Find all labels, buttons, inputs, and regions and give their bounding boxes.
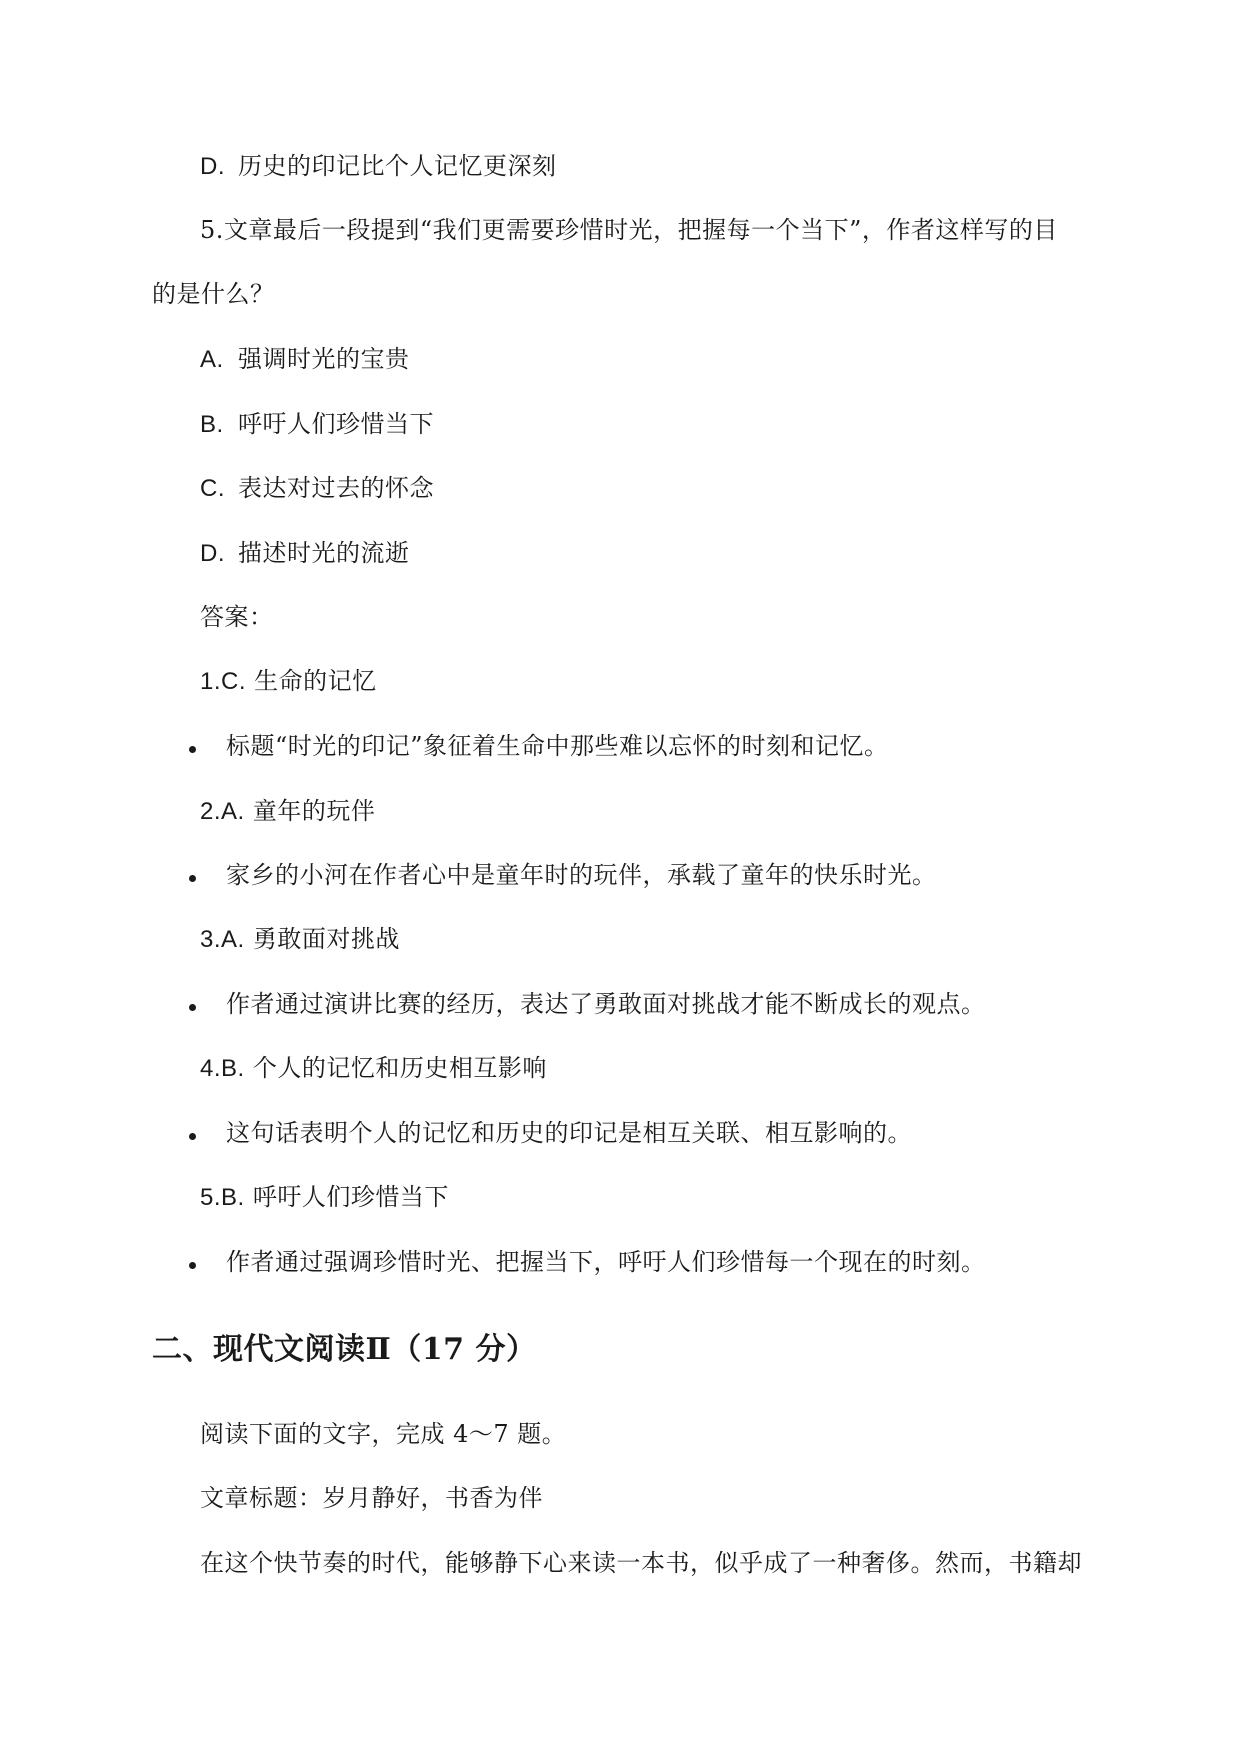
section-heading: 二、现代文阅读Ⅱ（17 分） — [152, 1332, 537, 1367]
answer-5 — [200, 1181, 449, 1214]
option-letter: A. — [200, 346, 224, 373]
answer-text: 勇敢面对挑战 — [252, 925, 400, 953]
answer-4-explanation: 这句话表明个人的记忆和历史的印记是相互关联、相互影响的。 — [226, 1119, 912, 1147]
option-d — [200, 150, 557, 183]
answer-1 — [200, 665, 377, 698]
answer-key: 3.A. — [200, 926, 245, 953]
option-text: 描述时光的流逝 — [238, 539, 410, 567]
answer-5-explanation: 作者通过强调珍惜时光、把握当下，呼吁人们珍惜每一个现在的时刻。 — [226, 1248, 986, 1276]
answer-text: 童年的玩伴 — [252, 797, 376, 825]
answer-key: 4.B. — [200, 1055, 245, 1082]
option-c — [200, 472, 434, 505]
option-text: 强调时光的宝贵 — [238, 345, 410, 373]
answer-3 — [200, 923, 400, 956]
answer-2-explanation: 家乡的小河在作者心中是童年时的玩伴，承载了童年的快乐时光。 — [226, 861, 937, 889]
answer-key: 5.B. — [200, 1184, 245, 1211]
article-title: 文章标题：岁月静好，书香为伴 — [200, 1484, 543, 1512]
option-letter: C. — [200, 475, 225, 502]
option-a — [200, 343, 410, 376]
bullet-icon — [189, 1004, 196, 1011]
bullet-icon — [189, 1262, 196, 1269]
answers-label: 答案： — [200, 603, 274, 631]
option-text: 历史的印记比个人记忆更深刻 — [238, 152, 557, 180]
option-text: 呼吁人们珍惜当下 — [238, 410, 434, 438]
answer-2 — [200, 795, 375, 828]
article-paragraph: 在这个快节奏的时代，能够静下心来读一本书，似乎成了一种奢侈。然而，书籍却 — [200, 1549, 1082, 1577]
answer-key: 1.C. — [200, 668, 247, 695]
option-letter: B. — [200, 411, 224, 438]
bullet-icon — [189, 746, 196, 753]
option-letter: D. — [200, 540, 225, 567]
answer-text: 呼吁人们珍惜当下 — [252, 1183, 449, 1211]
bullet-icon — [189, 1133, 196, 1140]
answer-text: 个人的记忆和历史相互影响 — [252, 1054, 547, 1082]
answer-1-explanation: 标题“时光的印记”象征着生命中那些难以忘怀的时刻和记忆。 — [226, 732, 889, 760]
question-5-line-1: 5.文章最后一段提到“我们更需要珍惜时光，把握每一个当下”，作者这样写的目 — [200, 216, 1058, 244]
option-letter: D. — [200, 153, 225, 180]
section-instruction: 阅读下面的文字，完成 4～7 题。 — [200, 1420, 567, 1448]
answer-text: 生命的记忆 — [254, 667, 377, 695]
question-5-line-2: 的是什么？ — [152, 280, 275, 308]
bullet-icon — [189, 875, 196, 882]
answer-key: 2.A. — [200, 798, 245, 825]
option-d — [200, 537, 410, 570]
answer-3-explanation: 作者通过演讲比赛的经历，表达了勇敢面对挑战才能不断成长的观点。 — [226, 990, 986, 1018]
answer-4 — [200, 1052, 547, 1085]
option-text: 表达对过去的怀念 — [238, 474, 434, 502]
option-b — [200, 408, 434, 441]
